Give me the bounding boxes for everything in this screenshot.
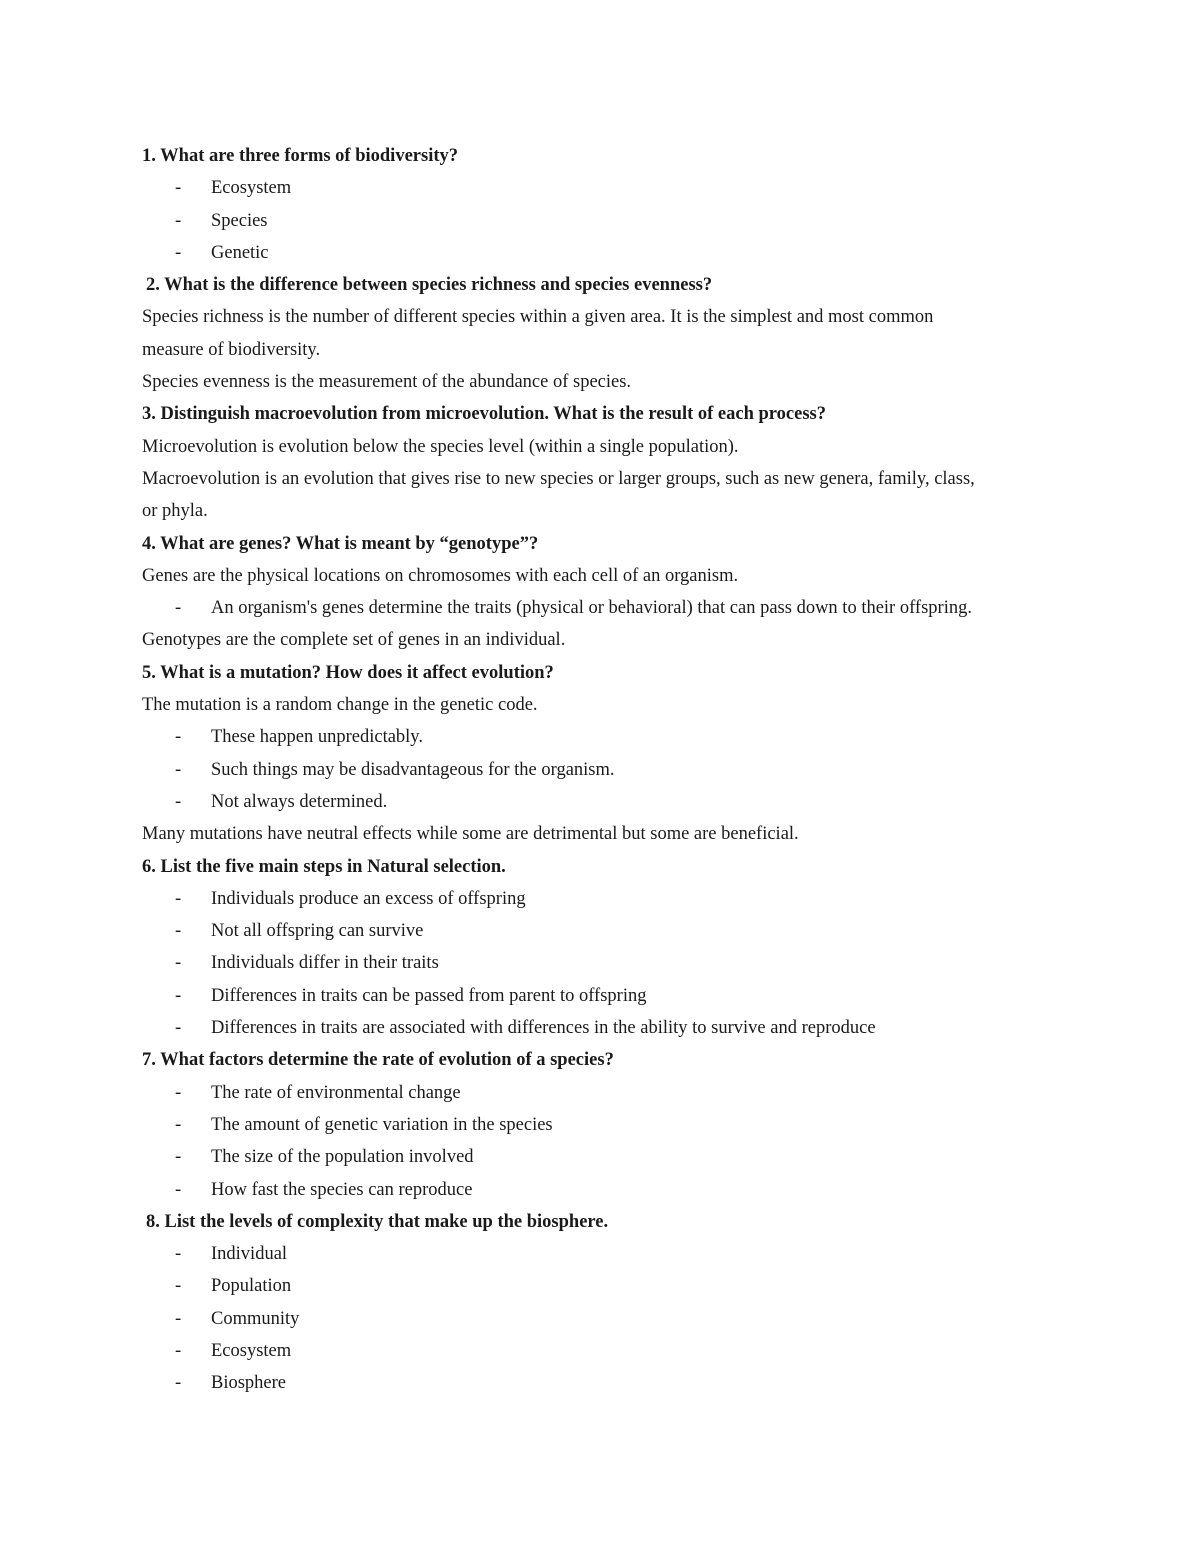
bullet-text: Not always determined. [211,791,388,812]
question-heading: 5. What is a mutation? How does it affect evolution? [142,662,554,683]
bullet-item [142,1335,1062,1367]
answer-paragraph: Many mutations have neutral effects while some are detrimental but some are beneficial. [142,824,799,845]
bullet-text: These happen unpredictably. [211,727,423,748]
bullet-text: Individuals differ in their traits [211,953,439,974]
bullet-dash: - [175,242,182,263]
question-heading: 3. Distinguish macroevolution from microevolution. What is the result of each process? [142,404,826,425]
bullet-text: Genetic [211,242,269,263]
bullet-item [142,1174,1062,1206]
answer-paragraph: Genes are the physical locations on chromosomes with each cell of an organism. [142,565,739,586]
bullet-dash: - [175,791,182,812]
answer-paragraph: measure of biodiversity. [142,339,321,360]
bullet-dash: - [175,1308,182,1329]
bullet-dash: - [175,921,182,942]
bullet-item [142,721,1062,753]
bullet-text: Differences in traits are associated with differences in the ability to survive and reproduce [211,1018,876,1039]
bullet-item [142,883,1062,915]
bullet-item [142,980,1062,1012]
bullet-text: Ecosystem [211,1340,292,1361]
bullet-item [142,237,1062,269]
answer-paragraph: Species richness is the number of different species within a given area. It is the simplest and most common [142,307,934,328]
answer-paragraph: Macroevolution is an evolution that gives rise to new species or larger groups, such as new genera, family, class, [142,468,975,489]
bullet-text: Differences in traits can be passed from parent to offspring [211,985,647,1006]
bullet-dash: - [175,888,182,909]
bullet-item [142,1303,1062,1335]
bullet-item [142,947,1062,979]
bullet-dash: - [175,1244,182,1265]
question-heading: 1. What are three forms of biodiversity? [142,146,458,166]
bullet-item [142,1270,1062,1302]
bullet-item [142,915,1062,947]
bullet-item [142,1238,1062,1270]
bullet-dash: - [175,598,182,619]
bullet-item [142,786,1062,818]
bullet-text: The size of the population involved [211,1147,474,1168]
question-heading: 7. What factors determine the rate of evolution of a species? [142,1050,614,1071]
bullet-dash: - [175,1373,182,1394]
bullet-dash: - [175,1179,182,1200]
bullet-item [142,1109,1062,1141]
bullet-dash: - [175,1147,182,1168]
bullet-dash: - [175,178,182,199]
bullet-text: Such things may be disadvantageous for the organism. [211,759,615,780]
bullet-item [142,205,1062,237]
bullet-item [142,754,1062,786]
answer-paragraph: Genotypes are the complete set of genes in an individual. [142,630,566,651]
bullet-text: The rate of environmental change [211,1082,461,1103]
bullet-dash: - [175,1082,182,1103]
document-body [142,140,1062,1400]
answer-paragraph: Microevolution is evolution below the species level (within a single population). [142,436,739,457]
bullet-item [142,1077,1062,1109]
bullet-text: Population [211,1276,292,1297]
bullet-dash: - [175,210,182,231]
bullet-text: Not all offspring can survive [211,921,424,942]
bullet-text: An organism's genes determine the traits (physical or behavioral) that can pass down to their offspring. [211,598,972,619]
bullet-dash: - [175,1018,182,1039]
question-heading: 8. List the levels of complexity that make up the biosphere. [146,1211,609,1232]
bullet-item [142,1367,1062,1399]
bullet-dash: - [175,985,182,1006]
bullet-dash: - [175,1114,182,1135]
bullet-item [142,592,1062,624]
bullet-dash: - [175,727,182,748]
bullet-text: Individuals produce an excess of offspring [211,888,526,909]
bullet-dash: - [175,759,182,780]
bullet-text: Community [211,1308,300,1329]
bullet-dash: - [175,1340,182,1361]
bullet-text: Ecosystem [211,178,292,199]
answer-paragraph: Species evenness is the measurement of the abundance of species. [142,372,632,393]
bullet-text: Species [211,210,268,231]
bullet-text: Biosphere [211,1373,287,1394]
answer-paragraph: The mutation is a random change in the genetic code. [142,695,538,716]
question-heading: 6. List the five main steps in Natural selection. [142,856,506,877]
bullet-item [142,1141,1062,1173]
bullet-dash: - [175,953,182,974]
bullet-text: The amount of genetic variation in the species [211,1114,553,1135]
question-heading: 4. What are genes? What is meant by “genotype”? [142,533,539,554]
bullet-item [142,172,1062,204]
bullet-text: How fast the species can reproduce [211,1179,473,1200]
bullet-dash: - [175,1276,182,1297]
bullet-item [142,1012,1062,1044]
answer-paragraph: or phyla. [142,501,208,522]
bullet-text: Individual [211,1244,288,1265]
question-heading: 2. What is the difference between species richness and species evenness? [146,275,713,296]
